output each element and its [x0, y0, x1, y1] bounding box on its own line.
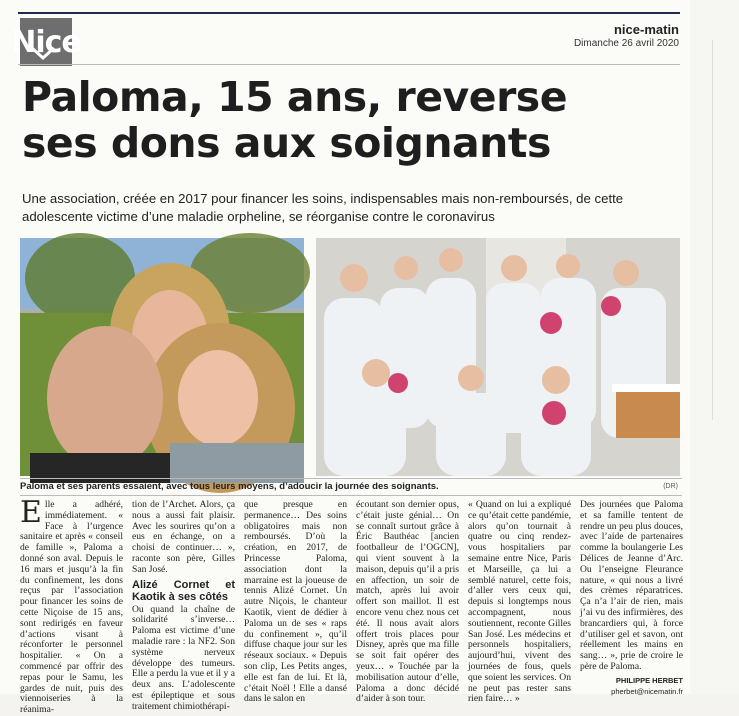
chevron-down-icon: [30, 46, 56, 60]
body-column-2: [132, 499, 235, 712]
family-selfie-photo: [20, 238, 304, 476]
hospital-staff-photo: [316, 238, 680, 476]
column-2a-text: tion de l’Archet. Alors, ça nous a aussi fait plaisir. Avec les sourires qu’on a eus en échange, on a choisi de continuer… », raconte son père, Gilles San José.: [132, 499, 235, 575]
headline-line-1: Paloma, 15 ans, reverse: [22, 73, 568, 121]
body-column-1: [20, 495, 123, 716]
section-tag: [11, 18, 81, 66]
column-2b-text: Ou quand la chaîne de solidarité s’inverse… Paloma est victime d’une maladie rare : la NF2. Son système nerveux développe des tumeurs. Elle a perdu la vue et il y a deux ans. L’adolescente est épileptique et sous traitement chimiothérapi-: [132, 603, 235, 712]
author-byline: PHILIPPE HERBET: [615, 675, 683, 685]
section-label: Nice: [11, 24, 81, 60]
page-margin: [690, 0, 739, 694]
photo-credit: (DR): [663, 483, 678, 490]
body-column-5: [468, 499, 571, 705]
body-column-6: [580, 499, 683, 696]
body-column-4: [356, 499, 459, 705]
body-column-3: [244, 499, 347, 705]
header-divider: [18, 64, 680, 65]
article-body: [20, 495, 683, 716]
photo-caption: [20, 478, 682, 496]
column-6-text: Des journées que Paloma et sa famille tentent de rendre un peu plus douces, avec l’aide de partenaires comme la boulangerie Les Délices de Jeanne d’Arc. Ou l’enseigne Fleurance nature, « qui nous a livré des crèmes réparatrices. Ça n’a l’air de rien, mais j’ai vu des infirmières, des brancardiers qui, à force d’utiliser gel et savon, ont réellement les mains en sang… », prie de croire le père de Paloma.: [580, 499, 683, 672]
top-rule: [18, 12, 680, 14]
author-email: pherbet@nicematin.fr: [611, 686, 683, 696]
newspaper-brand: nice-matin: [613, 22, 679, 37]
column-subheading: Alizé Cornet et Kaotik à ses côtés: [132, 578, 235, 603]
headline-line-2: ses dons aux soignants: [22, 119, 551, 167]
drop-cap: E: [20, 495, 42, 530]
column-4-text: écoutant son dernier opus, c’était juste génial… On se connaît surtout grâce à Éric Bauthéac [ancien footballeur de l’OGCN], qui vient souvent à la maison, depuis qu’il a pris en affection, un soir de match, après lui avoir offert son maillot. Il est encore venu chez nous cet été. Il nous avait alors offert trois places pour Disney, après que ma fille se soit fait opérer des yeux… » Touchée par la mobilisation autour d’elle, Paloma a donc décidé d’aider à son tour.: [356, 499, 459, 705]
issue-date: Dimanche 26 avril 2020: [573, 38, 679, 49]
subheadline: Une association, créée en 2017 pour financer les soins, indispensables mais non-remboursés, de cette adolescente victime d’une maladie orpheline, se réorganise contre le coronavirus: [22, 191, 624, 224]
caption-text: Paloma et ses parents essaient, avec tous leurs moyens, d’adoucir la journée des soignants.: [20, 481, 439, 492]
column-5-text: « Quand on lui a expliqué ce qu’était cette pandémie, alors qu’on tournait à quatre ou cinq rendez-vous hospitaliers par semaine entre Nice, Paris et Marseille, ça lui a semblé naturel, cette fois, d’aller vers ceux qui, depuis si longtemps nous accompagnent, nous soutiennent, reconte Gilles San José. Les médecins et personnels hospitaliers, aujourd’hui, vivent des journées de fous, quels que soient les services. On ne peut pas rester sans rien faire… »: [468, 499, 571, 705]
column-3-text: que presque en permanence… Des soins obligatoires mais non remboursés. D’où la création, en 2017, de Princesse Paloma, association dont la marraine est la joueuse de tennis Alizé Cornet. Un autre Niçois, le chanteur Kaotik, vient de dédier à Paloma un de ses « raps du confinement », qu’il diffuse chaque jour sur les réseaux sociaux. « Depuis son clip, Les Petits anges, elle est fan de lui. Et là, c’était Noël ! Elle a dansé dans le salon en: [244, 499, 347, 705]
headline: [22, 74, 682, 166]
column-1-text: lle a adhéré, immédiatement. « Face à l’urgence sanitaire et après « conseil de famille », Paloma a donné son aval. Depuis le 16 mars et jusqu’à la fin du confinement, les dons reçus par l’association pour financer les soins de cette Niçoise de 15 ans, sont redirigés en faveur d’actions visant à réconforter le personnel hospitalier. « On a commencé par offrir des repas pour le Samu, les gardes de nuit, puis des viennoiseries à la réanima-: [20, 499, 123, 716]
